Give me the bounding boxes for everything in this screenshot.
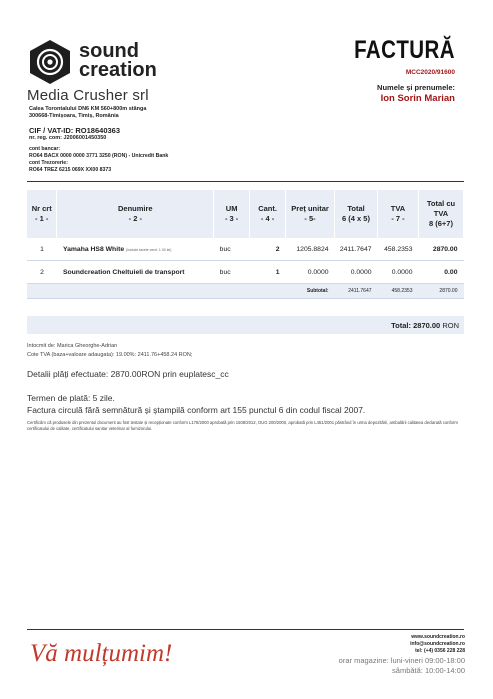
thank-you: Vă mulțumim! — [30, 640, 173, 667]
footer-divider — [27, 629, 464, 630]
footer-hours-saturday: sâmbătă: 10:00-14:00 — [392, 666, 465, 675]
treasury-label: cont Trezorerie: — [29, 160, 68, 166]
col-header-nr: Nr crt - 1 - — [27, 190, 57, 238]
col-header-name: Denumire - 2 - — [57, 190, 214, 238]
footer-website: www.soundcreation.ro — [411, 634, 465, 640]
col-header-price: Preț unitar - 5- — [286, 190, 335, 238]
table-header-row — [27, 190, 464, 238]
footer-hours-weekdays: orar magazine: luni-vineri 09:00-18:00 — [338, 656, 465, 665]
payment-term: Termen de plată: 5 zile. — [27, 393, 115, 403]
payment-details: Detalii plăți efectuate: 2870.00RON prin euplatesc_cc — [27, 369, 229, 379]
client-label: Numele și prenumele: — [377, 83, 455, 92]
total-amount: Total: 2870.00 RON — [391, 321, 459, 330]
table-row: 1 Yamaha HS8 White (include taxele verzi: 1.00 lei) buc 2 1205.8824 2411.7647 458.2353 2870.00 — [27, 238, 464, 261]
company-name: Media Crusher srl — [27, 87, 149, 104]
cif: CIF / VAT-ID: RO18640363 — [29, 126, 121, 135]
invoice-table — [27, 190, 464, 299]
reg-com: nr. reg. com: J2006001450350 — [29, 135, 107, 141]
bank-label: cont bancar: — [29, 146, 61, 152]
subtotal-row: Subtotal: 2411.7647 458.2353 2870.00 — [27, 284, 464, 299]
certification-note: Certificăm că produsele din prezentul document au fost testate și recepționate conform L178/2000 aprobată prin 1508/2012, OUG 200/2000, aprobată prin L451/2001 păstrând în urma depozitării, ambalării calitatea declarată conform certificatului de calitate, certificatului sanitar veterinar al furnizorului. — [27, 420, 458, 431]
vat-rates: Cote TVA (baza+valoare adaugata): 19.00%: 2411.76+458.24 RON; — [27, 352, 193, 358]
divider — [27, 181, 464, 182]
footer-email: info@soundcreation.ro — [410, 641, 465, 647]
table-row: 2 Soundcreation Cheltuieli de transport buc 1 0.0000 0.0000 0.0000 0.00 — [27, 261, 464, 284]
col-header-tva: TVA - 7 - — [378, 190, 419, 238]
footer-phone: tel: (+4) 0356 228 228 — [415, 648, 465, 654]
col-header-um: UM - 3 - — [214, 190, 250, 238]
client-name: Ion Sorin Marian — [380, 93, 455, 104]
sound-creation-logo-icon — [27, 39, 73, 85]
invoice-number: MCC2020/91600 — [405, 69, 455, 76]
bank-account: RO64 BACX 0000 0000 3771 3250 (RON) - Unicredit Bank — [29, 153, 169, 159]
treasury-account: RO64 TREZ 6215 069X XX00 8373 — [29, 167, 112, 173]
col-header-total: Total 6 (4 x 5) — [335, 190, 378, 238]
col-header-grand: Total cu TVA 8 (6+7) — [418, 190, 463, 238]
address-line-1: Calea Torontalului DN6 KM 560+800m stânga — [29, 106, 147, 112]
circulation-note: Factura circulă fără semnătură și ștampilă conform art 155 punctul 6 din codul fiscal 2007. — [27, 405, 366, 415]
address-line-2: 300668-Timișoara, Timiș, România — [29, 113, 119, 119]
invoice-title: FACTURĂ — [354, 36, 455, 64]
brand-name: sound creation — [79, 40, 157, 81]
col-header-qty: Cant. - 4 - — [250, 190, 286, 238]
prepared-by: Intocmit de: Marica Gheorghe-Adrian — [27, 343, 118, 349]
